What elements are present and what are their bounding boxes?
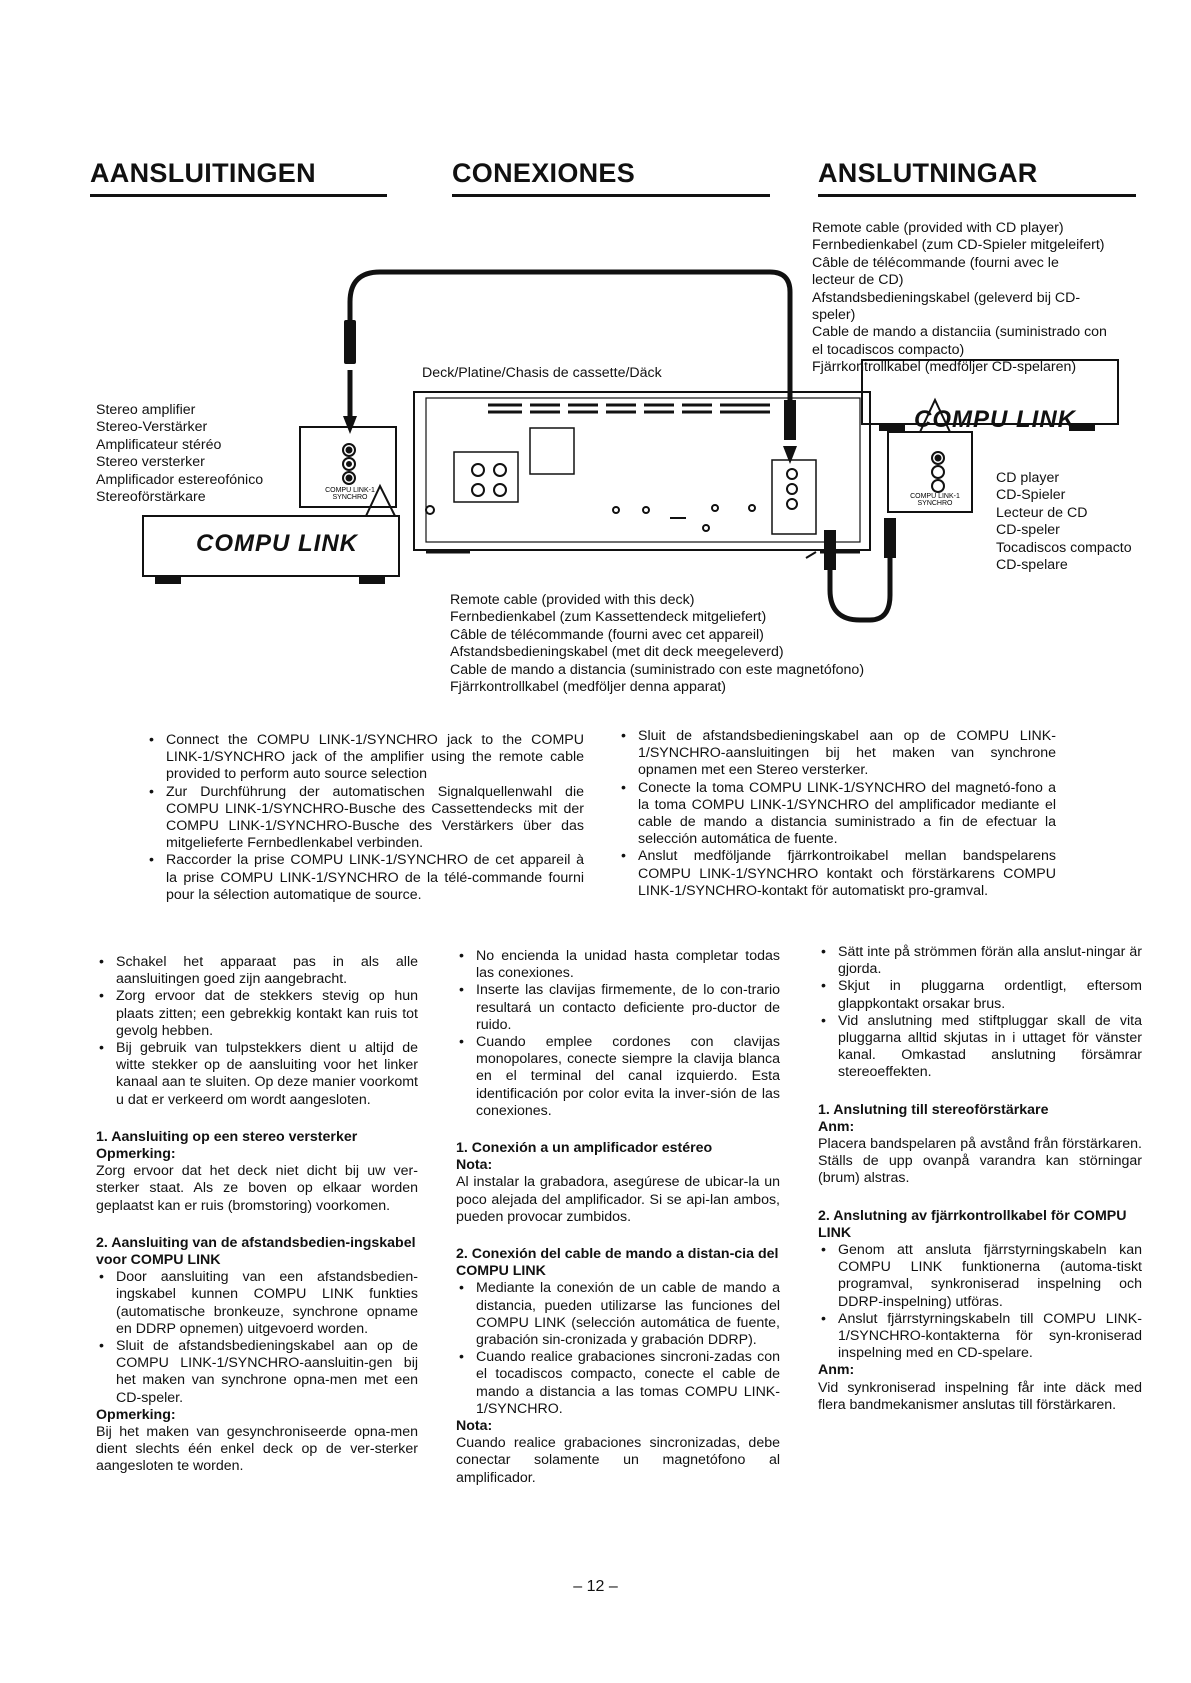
list-item: • Cuando emplee cordones con clavijas monopolares, conecte siempre la clavija blanca en el terminal del canal izquierdo. Esta identificación por color evita la inver-sión de las conexiones. (456, 1034, 780, 1120)
cd-player-label: CD player CD-Spieler Lecteur de CD CD-speler Tocadiscos compacto CD-spelare (996, 470, 1132, 574)
list-item: • Conecte la toma COMPU LINK-1/SYNCHRO del magnetó-fono a la toma COMPU LINK-1/SYNCHRO del amplificador mediante el cable de mando a distancia suministrado a fin de efectuar la selección automática de fuente. (618, 780, 1056, 849)
section-title: 1. Conexión a un amplificador estéreo (456, 1140, 713, 1157)
list-item: • Raccorder la prise COMPU LINK-1/SYNCHRO de cet appareil à la prise COMPU LINK-1/SYNCHRO de la télé-commande fourni pour la sélection automatique de source. (146, 852, 584, 904)
note-text: Al instalar la grabadora, asegúrese de ubicar-la un poco alejada del amplificador. Si se api-lan ambos, pueden provocar zumbidos. (456, 1174, 780, 1225)
note-text: Vid synkroniserad inspelning får inte däck med flera bandmekanismer anslutas till förstärkaren. (818, 1379, 1142, 1413)
list-item: • Connect the COMPU LINK-1/SYNCHRO jack to the COMPU LINK-1/SYNCHRO jack of the amplifier using the remote cable provided to perform auto source selection (146, 732, 584, 784)
section-title: 1. Anslutning till stereoförstärkare (818, 1101, 1049, 1118)
column-nl (96, 954, 418, 1476)
note-text: Zorg ervoor dat het deck niet dicht bij uw ver-sterker staat. Als ze boven op elkaar worden geplaatst kan er ruis (bromstoring) voorkomen. (96, 1163, 418, 1214)
note-text: Cuando realice grabaciones sincronizadas, debe conectar solamente un magnetófono al amplificador. (456, 1435, 780, 1486)
compu-link-logo-cd: COMPU LINK (914, 406, 1076, 433)
section-title: 1. Aansluiting op een stereo versterker (96, 1128, 358, 1145)
list-item: • No encienda la unidad hasta completar todas las conexiones. (456, 948, 780, 982)
svg-text:COMPU LINK-1: COMPU LINK-1 (910, 493, 960, 500)
jack-label-amp: COMPU LINK-1 (325, 487, 375, 494)
note-label: Opmerking: (96, 1406, 176, 1423)
section-title: 2. Aansluiting van de afstandsbedien-ingskabel voor COMPU LINK (96, 1234, 416, 1269)
mid-right-bullets (618, 728, 1056, 900)
remote-cable-deck-label: Remote cable (provided with this deck) Fernbedienkabel (zum Kassettendeck mitgeliefert) Câble de télécommande (fourni avec cet appareil) Afstandsbedieningskabel (met dit deck meegeleverd) Cable de mando a distancia (suministrado con este magnetófono) Fjärrkontrollkabel (medföljer denna apparat) (450, 592, 865, 696)
mid-left-bullets (146, 732, 584, 904)
list-item: • Anslut medföljande fjärrkontroikabel mellan bandspelarens COMPU LINK-1/SYNCHRO kontakt och förstärkarens COMPU LINK-1/SYNCHRO-kontakt för automatiskt pro-gramval. (618, 848, 1056, 900)
amplifier-label: Stereo amplifier Stereo-Verstärker Amplificateur stéréo Stereo versterker Amplificador estereofónico Stereoförstärkare (96, 402, 264, 506)
heading-sv: ANSLUTNINGAR (818, 158, 1136, 197)
note-label: Anm: (818, 1118, 855, 1135)
svg-text:SYNCHRO: SYNCHRO (332, 494, 368, 501)
list-item: • Anslut fjärrstyrningskabeln till COMPU LINK-1/SYNCHRO-kontakterna för syn-kroniserad inspelning med en CD-spelare. (818, 1311, 1142, 1363)
column-sv (818, 944, 1142, 1414)
section-title: 2. Conexión del cable de mando a distan-cia del COMPU LINK (456, 1246, 779, 1280)
deck-label: Deck/Platine/Chasis de cassette/Däck (422, 365, 662, 381)
list-item: • Sätt inte på strömmen förän alla anslut-ningar är gjorda. (818, 944, 1142, 978)
remote-cable-cd (350, 272, 790, 422)
list-item: • Skjut in pluggarna ordentligt, eftersom glappkontakt orsakar brus. (818, 978, 1142, 1012)
list-item: • Genom att ansluta fjärrstyrningskabeln kan COMPU LINK funktionerna (automa-tiskt programval, synkroniserad inspelning och DDRP-inspelning) utföras. (818, 1242, 1142, 1311)
list-item: • Inserte las clavijas firmemente, de lo con-trario resultará un contacto deficiente pro-ductor de ruido. (456, 982, 780, 1034)
svg-text:SYNCHRO: SYNCHRO (917, 500, 953, 507)
heading-nl: AANSLUITINGEN (90, 158, 387, 197)
note-label: Nota: (456, 1418, 493, 1435)
list-item: • Zur Durchführung der automatischen Signalquellenwahl die COMPU LINK-1/SYNCHRO-Busche des Cassettendecks mit der COMPU LINK-1/SYNCHRO-Busche des Verstärkers über das mitgelieferte Fernbedlenkabel verbinden. (146, 784, 584, 853)
list-item: • Zorg ervoor dat de stekkers stevig op hun plaats zitten; een gebrekkig kontakt kan ruis tot gevolg hebben. (96, 988, 418, 1040)
list-item: • Door aansluiting van een afstandsbedien-ingskabel kunnen COMPU LINK funkties (automatische bronkeuze, synchrone opname en DDRP opnemen) uitgevoerd worden. (96, 1269, 418, 1338)
list-item: • Mediante la conexión de un cable de mando a distancia, pueden utilizarse las funciones del COMPU LINK (selección automática de fuente, grabación sin-cronizada y grabación DDRP). (456, 1280, 780, 1349)
note-text: Bij het maken van gesynchroniseerde opna-men dient slechts één enkel deck op de ver-sterker aangesloten te worden. (96, 1424, 418, 1475)
note-text: Placera bandspelaren på avstånd från förstärkaren. Ställs de upp ovanpå varandra kan störningar (brum) alstras. (818, 1136, 1142, 1187)
compu-link-logo-amp: COMPU LINK (196, 530, 358, 557)
section-title: 2. Anslutning av fjärrkontrollkabel för COMPU LINK (818, 1207, 1127, 1241)
cassette-deck-rear (414, 392, 870, 552)
list-item: • Schakel het apparaat pas in als alle aansluitingen goed zijn aangebracht. (96, 954, 418, 988)
note-label: Opmerking: (96, 1146, 176, 1163)
list-item: • Cuando realice grabaciones sincroni-zadas con el tocadiscos compacto, conecte el cable de mando a distancia a las tomas COMPU LINK-1/SYNCHRO. (456, 1349, 780, 1418)
note-label: Nota: (456, 1157, 493, 1174)
list-item: • Vid anslutning med stiftpluggar skall de vita pluggarna alltid skjutas in i uttaget för vänster kanal. Omkastad anslutning försämrar stereoeffekten. (818, 1013, 1142, 1082)
note-label: Anm: (818, 1362, 855, 1379)
column-es (456, 948, 780, 1487)
list-item: • Sluit de afstandsbedieningskabel aan op de COMPU LINK-1/SYNCHRO-aansluitin-gen bij het maken van synchrone opna-men met een CD-speler. (96, 1338, 418, 1407)
list-item: • Bij gebruik van tulpstekkers dient u altijd de witte stekker op de aansluiting voor het linker kanaal aan te sluiten. Op deze manier voorkomt u dat er verkeerd om wordt aangesloten. (96, 1040, 418, 1109)
heading-es: CONEXIONES (452, 158, 770, 197)
list-item: • Sluit de afstandsbedieningskabel aan op de COMPU LINK-1/SYNCHRO-aansluitingen bij het maken van synchrone opnamen met een Stereo versterker. (618, 728, 1056, 780)
remote-cable-cd-label: Remote cable (provided with CD player) Fernbedienkabel (zum CD-Spieler mitgeleifert) Câble de télécommande (fourni avec le lecteur de CD) Afstandsbedieningskabel (geleverd bij CD- speler) Cable de mando a distanciia (suministrado con el tocadiscos compacto) Fjärrkontrollkabel (medföljer CD-spelaren) (812, 220, 1107, 376)
page-number: – 12 – (573, 1578, 618, 1595)
